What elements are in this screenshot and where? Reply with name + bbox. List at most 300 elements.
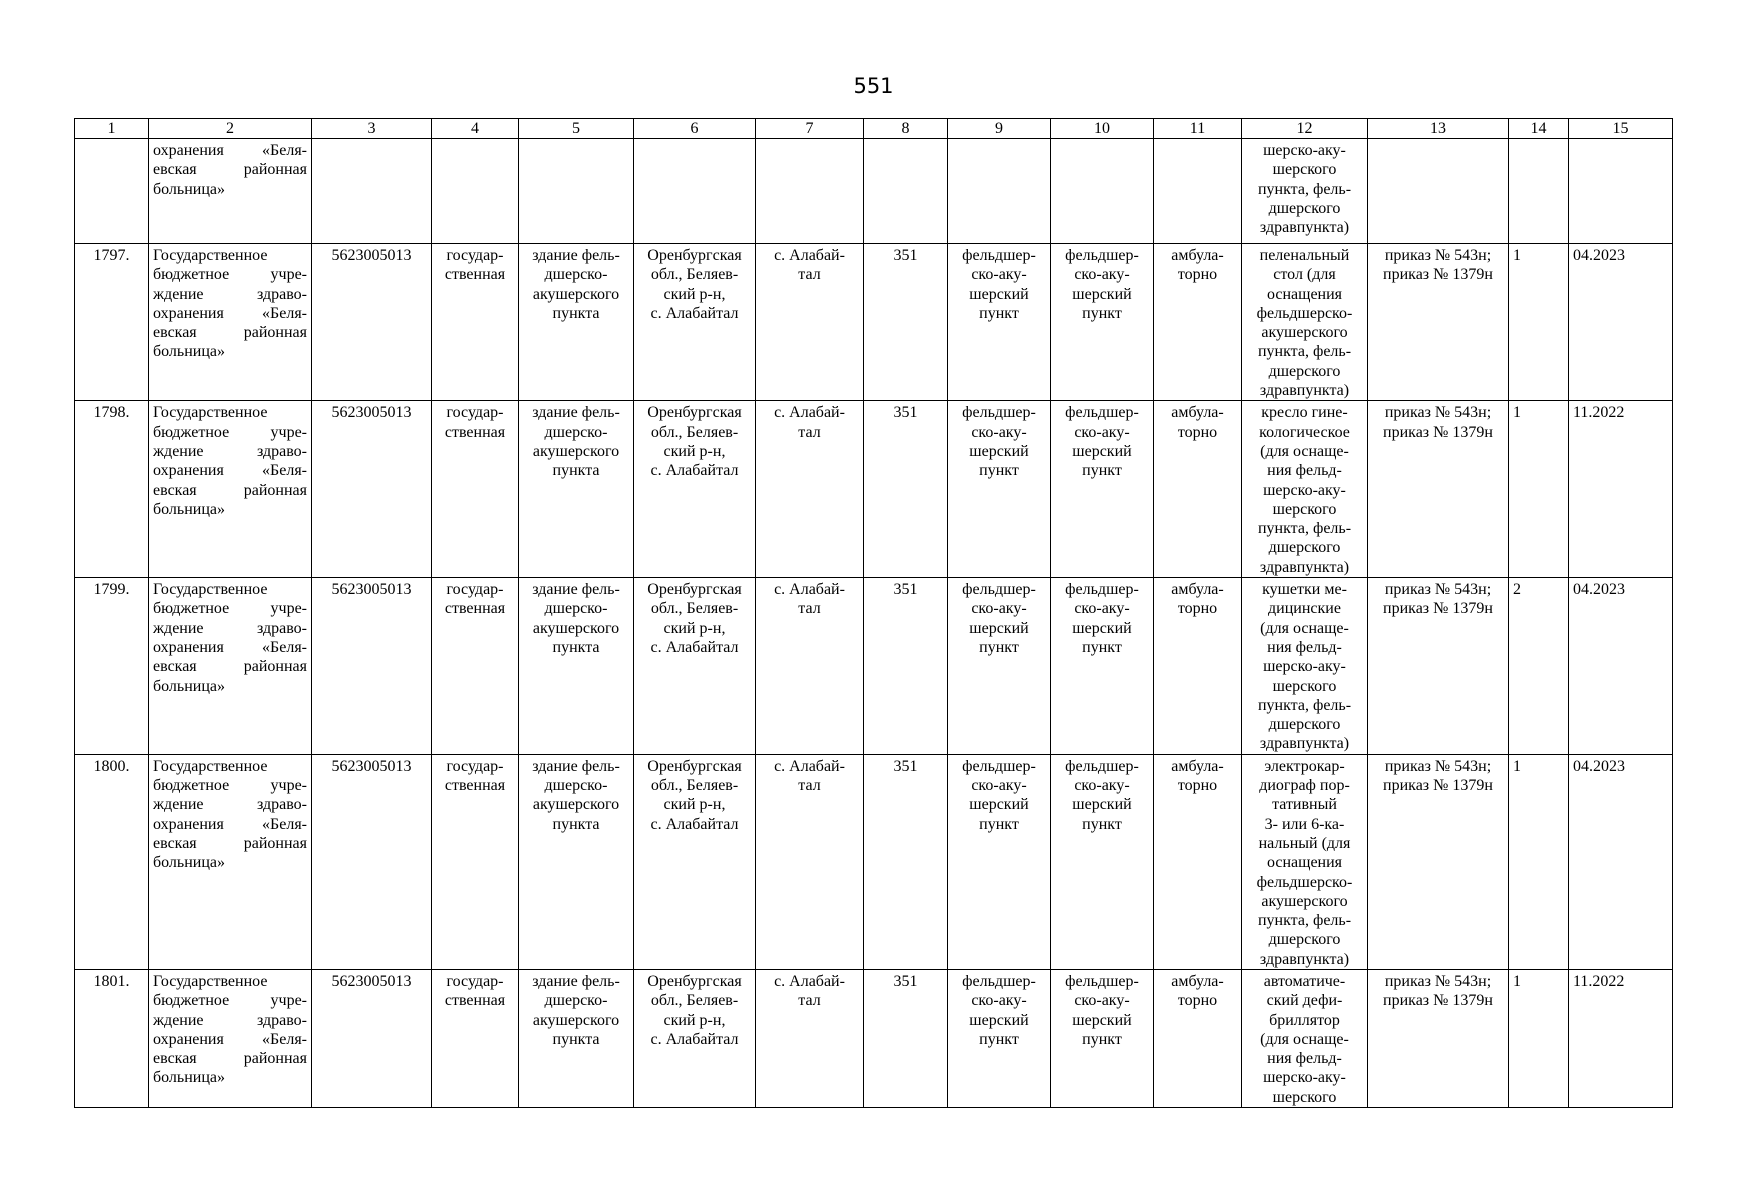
cell-care-form xyxy=(1154,969,1242,1107)
cell-line: кушетки ме- xyxy=(1262,581,1347,599)
cell-line: ский р-н, xyxy=(663,1011,726,1029)
table-row xyxy=(75,401,1673,578)
cell-line: ско-аку- xyxy=(1074,266,1130,284)
cell-line: шерский xyxy=(1072,285,1132,303)
cell-line: ский р-н, xyxy=(663,442,726,460)
cell-line: больница» xyxy=(153,677,225,695)
cell-line: торно xyxy=(1177,777,1218,795)
cell-line: государ- xyxy=(446,247,504,264)
cell-facility-type xyxy=(948,244,1051,401)
cell-line: обл., Беляев- xyxy=(650,600,739,618)
cell-line: амбула- xyxy=(1171,404,1224,422)
cell-line: Оренбургская xyxy=(647,581,742,599)
cell-number: 1800. xyxy=(75,754,149,969)
cell-ownership xyxy=(432,578,519,755)
cell-line: больница» xyxy=(153,854,225,872)
cell-organization xyxy=(149,244,312,401)
cell-line: пункт xyxy=(1082,304,1122,322)
cell-facility-type xyxy=(948,969,1051,1107)
cell-equipment xyxy=(1242,969,1368,1107)
cell-date: 04.2023 xyxy=(1569,578,1673,755)
cell-line: евская районная xyxy=(153,324,307,342)
cell-order xyxy=(1368,244,1509,401)
cell-line: фельдшер- xyxy=(1065,581,1139,599)
cell-line: приказ № 1379н xyxy=(1383,600,1493,618)
column-number: 9 xyxy=(948,119,1051,139)
cell-line: шерско-аку- xyxy=(1263,481,1346,499)
cell-line: евская районная xyxy=(153,481,307,499)
cell-order xyxy=(1368,139,1509,244)
cell-line: ждение здраво- xyxy=(153,619,307,637)
cell-line: с. Алабайтал xyxy=(650,304,739,322)
cell-line: больница» xyxy=(153,343,225,361)
cell-line: автоматиче- xyxy=(1263,972,1346,990)
table-row xyxy=(75,969,1673,1107)
cell-line: евская районная xyxy=(153,658,307,676)
cell-facility-type xyxy=(948,401,1051,578)
cell-line: тативный xyxy=(1272,796,1337,814)
cell-ownership xyxy=(432,401,519,578)
cell-number: 1798. xyxy=(75,401,149,578)
cell-ownership xyxy=(432,754,519,969)
cell-line: (для оснаще- xyxy=(1260,619,1349,637)
cell-line: тал xyxy=(798,266,821,284)
cell-line: ско-аку- xyxy=(971,992,1027,1010)
cell-line: Государственное xyxy=(153,247,268,264)
cell-line: приказ № 543н; xyxy=(1384,247,1492,264)
cell-equipment xyxy=(1242,754,1368,969)
cell-line: больница» xyxy=(153,500,225,518)
cell-line: ский дефи- xyxy=(1266,992,1343,1010)
cell-line: тал xyxy=(798,992,821,1010)
column-number: 11 xyxy=(1154,119,1242,139)
cell-line: пункт xyxy=(1082,815,1122,833)
cell-line: пункт xyxy=(979,304,1019,322)
cell-line: фельдшер- xyxy=(962,581,1036,599)
cell-line: шерско-аку- xyxy=(1263,658,1346,676)
cell-date: 11.2022 xyxy=(1569,401,1673,578)
cell-equipment xyxy=(1242,578,1368,755)
cell-line: шерского xyxy=(1272,161,1337,179)
cell-inn: 5623005013 xyxy=(312,969,432,1107)
cell-line: дшерско- xyxy=(544,266,608,284)
cell-number xyxy=(75,139,149,244)
cell-line: здание фель- xyxy=(532,404,620,422)
cell-line: фельдшер- xyxy=(1065,404,1139,422)
cell-quantity: 1 xyxy=(1509,754,1569,969)
cell-line: Оренбургская xyxy=(647,247,742,264)
cell-address xyxy=(634,969,756,1107)
registry-table xyxy=(74,118,1673,1108)
cell-line: здравпункта) xyxy=(1259,950,1350,968)
cell-line: амбула- xyxy=(1171,972,1224,990)
cell-line: ственная xyxy=(444,423,506,441)
cell-line: приказ № 1379н xyxy=(1383,266,1493,284)
cell-settlement xyxy=(756,578,864,755)
cell-line: обл., Беляев- xyxy=(650,777,739,795)
cell-line: с. Алабай- xyxy=(774,757,845,775)
cell-settlement xyxy=(756,969,864,1107)
cell-ownership xyxy=(432,969,519,1107)
cell-ownership xyxy=(432,244,519,401)
cell-line: фельдшер- xyxy=(962,972,1036,990)
cell-line: охранения «Беля- xyxy=(153,1030,307,1048)
cell-facility-type-2 xyxy=(1051,578,1154,755)
cell-quantity: 1 xyxy=(1509,969,1569,1107)
cell-date: 11.2022 xyxy=(1569,969,1673,1107)
cell-line: здравпункта) xyxy=(1259,382,1350,400)
cell-number: 1801. xyxy=(75,969,149,1107)
cell-line: здание фель- xyxy=(532,247,620,264)
cell-line: пункта, фель- xyxy=(1257,696,1352,714)
cell-line: дшерского xyxy=(1268,199,1341,217)
cell-line: акушерского xyxy=(532,796,620,814)
cell-line: ско-аку- xyxy=(1074,992,1130,1010)
cell-line: ния фельд- xyxy=(1267,462,1342,480)
cell-line: с. Алабай- xyxy=(774,972,845,990)
cell-line: дшерского xyxy=(1268,716,1341,734)
cell-line: здание фель- xyxy=(532,581,620,599)
cell-line: торно xyxy=(1177,266,1218,284)
cell-population: 351 xyxy=(864,578,948,755)
cell-line: кресло гине- xyxy=(1261,404,1348,422)
cell-line: шерского xyxy=(1272,1088,1337,1106)
cell-quantity: 1 xyxy=(1509,401,1569,578)
cell-line: с. Алабайтал xyxy=(650,462,739,480)
cell-line: ждение здраво- xyxy=(153,285,307,303)
cell-building xyxy=(519,244,634,401)
cell-line: пункта, фель- xyxy=(1257,180,1352,198)
cell-line: обл., Беляев- xyxy=(650,266,739,284)
cell-line: охранения «Беля- xyxy=(153,304,307,322)
cell-line: больница» xyxy=(153,180,225,198)
cell-line: приказ № 543н; xyxy=(1384,404,1492,422)
cell-line: пункта xyxy=(552,304,600,322)
cell-line: амбула- xyxy=(1171,757,1224,775)
cell-equipment xyxy=(1242,244,1368,401)
cell-line: шерский xyxy=(1072,442,1132,460)
cell-settlement xyxy=(756,139,864,244)
cell-line: здание фель- xyxy=(532,972,620,990)
cell-line: охранения «Беля- xyxy=(153,815,307,833)
cell-organization xyxy=(149,969,312,1107)
cell-line: с. Алабай- xyxy=(774,247,845,264)
cell-address xyxy=(634,578,756,755)
cell-line: пункта, фель- xyxy=(1257,520,1352,538)
cell-line: Оренбургская xyxy=(647,404,742,422)
cell-line: охранения «Беля- xyxy=(153,462,307,480)
cell-facility-type xyxy=(948,139,1051,244)
cell-line: шерского xyxy=(1272,500,1337,518)
cell-line: ждение здраво- xyxy=(153,442,307,460)
cell-line: дшерского xyxy=(1268,362,1341,380)
cell-line: пункта xyxy=(552,1030,600,1048)
cell-quantity: 1 xyxy=(1509,244,1569,401)
cell-line: государ- xyxy=(446,581,504,599)
column-number: 5 xyxy=(519,119,634,139)
cell-line: (для оснаще- xyxy=(1260,442,1349,460)
cell-line: ждение здраво- xyxy=(153,796,307,814)
cell-line: государ- xyxy=(446,757,504,775)
cell-line: амбула- xyxy=(1171,247,1224,264)
cell-line: обл., Беляев- xyxy=(650,992,739,1010)
cell-facility-type-2 xyxy=(1051,969,1154,1107)
cell-line: Оренбургская xyxy=(647,972,742,990)
cell-line: евская районная xyxy=(153,1050,307,1068)
cell-line: ния фельд- xyxy=(1267,638,1342,656)
cell-line: бюджетное учре- xyxy=(153,600,307,618)
cell-line: торно xyxy=(1177,600,1218,618)
cell-line: пункт xyxy=(979,638,1019,656)
cell-line: пункта xyxy=(552,815,600,833)
column-number-row xyxy=(75,119,1673,139)
cell-equipment xyxy=(1242,139,1368,244)
cell-address xyxy=(634,401,756,578)
cell-quantity: 2 xyxy=(1509,578,1569,755)
page-number: 551 xyxy=(853,74,894,98)
cell-line: ственная xyxy=(444,266,506,284)
cell-line: шерский xyxy=(969,796,1029,814)
cell-line: ский р-н, xyxy=(663,796,726,814)
cell-line: фельдшерско- xyxy=(1256,304,1353,322)
cell-facility-type xyxy=(948,578,1051,755)
cell-ownership xyxy=(432,139,519,244)
column-number: 1 xyxy=(75,119,149,139)
cell-line: ский р-н, xyxy=(663,285,726,303)
cell-line: дицинские xyxy=(1268,600,1341,618)
cell-line: шерский xyxy=(969,285,1029,303)
cell-organization xyxy=(149,754,312,969)
cell-address xyxy=(634,139,756,244)
cell-line: евская районная xyxy=(153,161,307,179)
column-number: 7 xyxy=(756,119,864,139)
cell-line: с. Алабай- xyxy=(774,404,845,422)
cell-line: здравпункта) xyxy=(1259,219,1350,237)
cell-line: фельдшер- xyxy=(962,404,1036,422)
cell-equipment xyxy=(1242,401,1368,578)
cell-inn: 5623005013 xyxy=(312,244,432,401)
cell-line: евская районная xyxy=(153,834,307,852)
cell-line: стол (для xyxy=(1273,266,1336,284)
cell-line: здравпункта) xyxy=(1259,735,1350,753)
cell-line: (для оснаще- xyxy=(1260,1030,1349,1048)
cell-line: приказ № 1379н xyxy=(1383,423,1493,441)
cell-line: с. Алабайтал xyxy=(650,1030,739,1048)
cell-building xyxy=(519,754,634,969)
cell-line: Оренбургская xyxy=(647,757,742,775)
cell-line: 3- или 6-ка- xyxy=(1264,815,1345,833)
cell-line: приказ № 543н; xyxy=(1384,581,1492,599)
cell-building xyxy=(519,578,634,755)
cell-line: ственная xyxy=(444,777,506,795)
cell-care-form xyxy=(1154,139,1242,244)
cell-line: ния фельд- xyxy=(1267,1050,1342,1068)
cell-line: фельдшер- xyxy=(1065,757,1139,775)
cell-line: фельдшер- xyxy=(962,757,1036,775)
cell-line: шерский xyxy=(969,619,1029,637)
column-number: 13 xyxy=(1368,119,1509,139)
cell-line: шерский xyxy=(969,1011,1029,1029)
cell-line: шерский xyxy=(1072,796,1132,814)
cell-line: дшерского xyxy=(1268,931,1341,949)
cell-line: оснащения xyxy=(1266,854,1343,872)
cell-line: охранения «Беля- xyxy=(153,638,307,656)
cell-line: Государственное xyxy=(153,404,268,422)
table-row xyxy=(75,754,1673,969)
cell-line: с. Алабай- xyxy=(774,581,845,599)
cell-line: ственная xyxy=(444,600,506,618)
cell-facility-type-2 xyxy=(1051,754,1154,969)
cell-line: фельдшерско- xyxy=(1256,873,1353,891)
column-number: 6 xyxy=(634,119,756,139)
column-number: 2 xyxy=(149,119,312,139)
cell-line: здание фель- xyxy=(532,757,620,775)
cell-line: бюджетное учре- xyxy=(153,266,307,284)
cell-facility-type-2 xyxy=(1051,401,1154,578)
table-row xyxy=(75,578,1673,755)
cell-line: приказ № 1379н xyxy=(1383,992,1493,1010)
cell-number: 1799. xyxy=(75,578,149,755)
cell-order xyxy=(1368,578,1509,755)
cell-line: с. Алабайтал xyxy=(650,638,739,656)
cell-building xyxy=(519,139,634,244)
cell-organization xyxy=(149,578,312,755)
cell-date: 04.2023 xyxy=(1569,244,1673,401)
cell-line: пункта xyxy=(552,638,600,656)
cell-inn: 5623005013 xyxy=(312,578,432,755)
cell-population xyxy=(864,139,948,244)
cell-line: пеленальный xyxy=(1259,247,1350,264)
cell-line: акушерского xyxy=(532,442,620,460)
cell-line: с. Алабайтал xyxy=(650,815,739,833)
cell-population: 351 xyxy=(864,244,948,401)
cell-line: акушерского xyxy=(1261,324,1348,342)
cell-inn: 5623005013 xyxy=(312,401,432,578)
cell-line: амбула- xyxy=(1171,581,1224,599)
cell-line: бюджетное учре- xyxy=(153,777,307,795)
cell-line: тал xyxy=(798,600,821,618)
table-body xyxy=(75,139,1673,1108)
cell-line: пункт xyxy=(979,815,1019,833)
cell-population: 351 xyxy=(864,969,948,1107)
cell-line: дшерского xyxy=(1268,539,1341,557)
cell-line: пункта, фель- xyxy=(1257,343,1352,361)
cell-inn xyxy=(312,139,432,244)
cell-line: тал xyxy=(798,777,821,795)
cell-number: 1797. xyxy=(75,244,149,401)
cell-date: 04.2023 xyxy=(1569,754,1673,969)
cell-line: приказ № 1379н xyxy=(1383,777,1493,795)
cell-line: фельдшер- xyxy=(1065,247,1139,264)
cell-line: шерский xyxy=(1072,619,1132,637)
cell-facility-type-2 xyxy=(1051,244,1154,401)
cell-address xyxy=(634,244,756,401)
cell-line: охранения «Беля- xyxy=(153,142,307,159)
cell-line: пункт xyxy=(979,462,1019,480)
cell-date xyxy=(1569,139,1673,244)
column-number: 12 xyxy=(1242,119,1368,139)
cell-line: шерско-аку- xyxy=(1263,1069,1346,1087)
cell-line: пункта, фель- xyxy=(1257,912,1352,930)
cell-inn: 5623005013 xyxy=(312,754,432,969)
cell-care-form xyxy=(1154,244,1242,401)
cell-line: ско-аку- xyxy=(971,600,1027,618)
cell-address xyxy=(634,754,756,969)
cell-settlement xyxy=(756,754,864,969)
cell-line: шерско-аку- xyxy=(1263,142,1346,159)
cell-line: пункт xyxy=(1082,638,1122,656)
cell-line: пункт xyxy=(1082,1030,1122,1048)
cell-line: пункта xyxy=(552,462,600,480)
cell-settlement xyxy=(756,401,864,578)
cell-line: приказ № 543н; xyxy=(1384,972,1492,990)
cell-line: торно xyxy=(1177,423,1218,441)
cell-order xyxy=(1368,401,1509,578)
cell-line: торно xyxy=(1177,992,1218,1010)
cell-line: бюджетное учре- xyxy=(153,423,307,441)
cell-line: дшерско- xyxy=(544,777,608,795)
table-row xyxy=(75,139,1673,244)
cell-building xyxy=(519,401,634,578)
cell-line: обл., Беляев- xyxy=(650,423,739,441)
column-number: 3 xyxy=(312,119,432,139)
cell-line: Государственное xyxy=(153,757,268,775)
cell-line: ско-аку- xyxy=(1074,423,1130,441)
cell-line: дшерско- xyxy=(544,600,608,618)
cell-line: Государственное xyxy=(153,972,268,990)
cell-order xyxy=(1368,969,1509,1107)
cell-line: приказ № 543н; xyxy=(1384,757,1492,775)
cell-line: здравпункта) xyxy=(1259,558,1350,576)
cell-facility-type xyxy=(948,754,1051,969)
cell-line: пункт xyxy=(1082,462,1122,480)
cell-line: ственная xyxy=(444,992,506,1010)
cell-line: шерский xyxy=(969,442,1029,460)
cell-line: ско-аку- xyxy=(1074,600,1130,618)
cell-line: нальный (для xyxy=(1258,834,1351,852)
cell-line: фельдшер- xyxy=(1065,972,1139,990)
column-number: 15 xyxy=(1569,119,1673,139)
cell-order xyxy=(1368,754,1509,969)
cell-organization xyxy=(149,401,312,578)
cell-line: ско-аку- xyxy=(971,777,1027,795)
cell-line: бриллятор xyxy=(1269,1011,1340,1029)
column-number: 14 xyxy=(1509,119,1569,139)
cell-line: государ- xyxy=(446,404,504,422)
cell-line: акушерского xyxy=(1261,892,1348,910)
cell-line: шерский xyxy=(1072,1011,1132,1029)
column-number: 10 xyxy=(1051,119,1154,139)
cell-line: ждение здраво- xyxy=(153,1011,307,1029)
cell-line: дшерско- xyxy=(544,992,608,1010)
cell-line: пункт xyxy=(979,1030,1019,1048)
cell-line: кологическое xyxy=(1259,423,1350,441)
cell-line: электрокар- xyxy=(1264,757,1345,775)
cell-quantity xyxy=(1509,139,1569,244)
cell-population: 351 xyxy=(864,754,948,969)
cell-line: дшерско- xyxy=(544,423,608,441)
cell-care-form xyxy=(1154,401,1242,578)
cell-settlement xyxy=(756,244,864,401)
cell-line: ско-аку- xyxy=(971,266,1027,284)
cell-line: диограф пор- xyxy=(1259,777,1350,795)
cell-line: акушерского xyxy=(532,619,620,637)
cell-line: бюджетное учре- xyxy=(153,992,307,1010)
cell-organization xyxy=(149,139,312,244)
cell-building xyxy=(519,969,634,1107)
cell-line: акушерского xyxy=(532,285,620,303)
cell-line: акушерского xyxy=(532,1011,620,1029)
